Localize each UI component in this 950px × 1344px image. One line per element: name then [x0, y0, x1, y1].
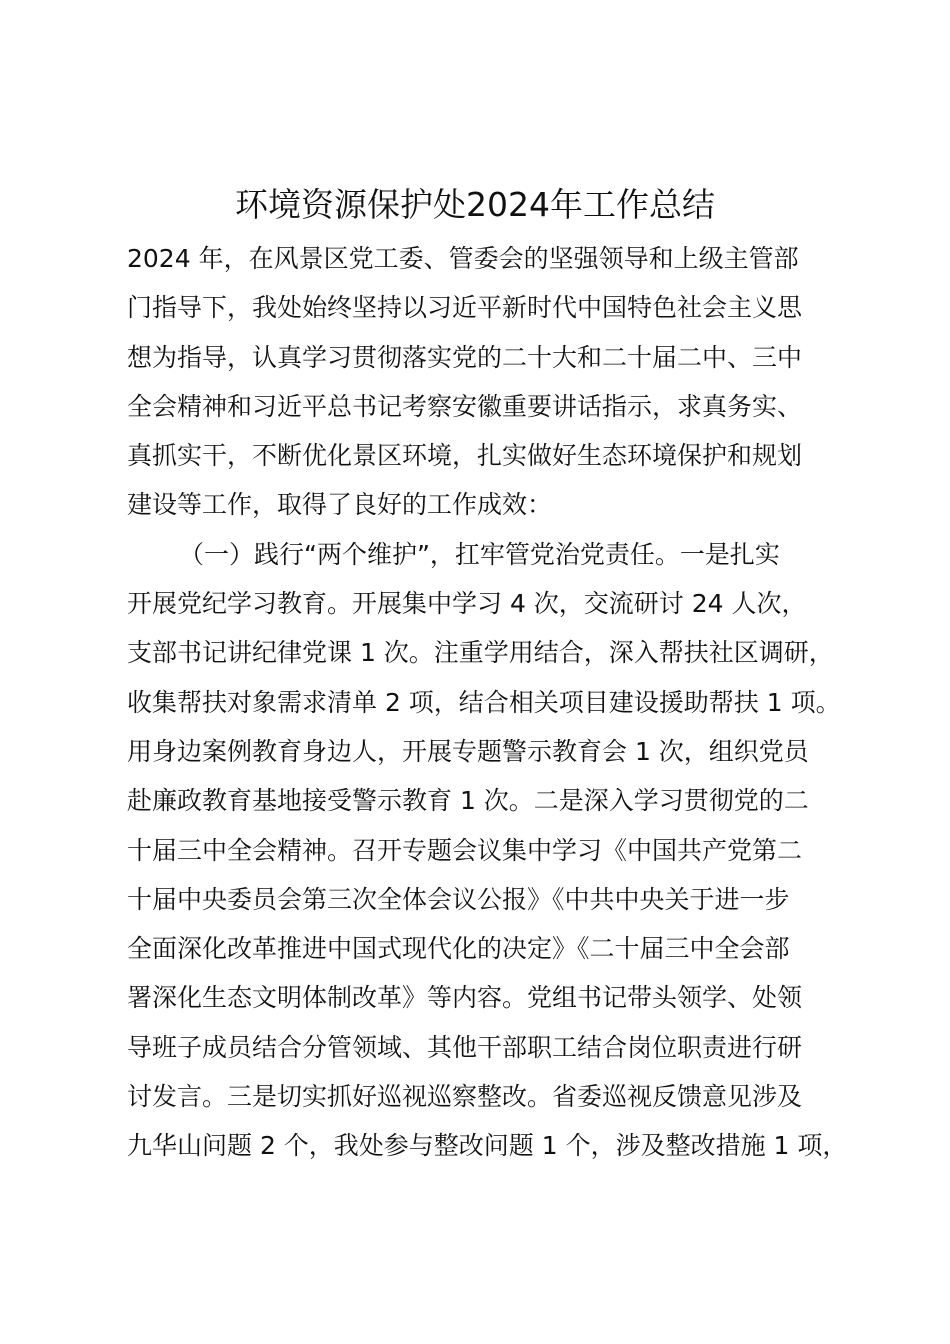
body-line: 十届中央委员会第三次全体会议公报》《中共中央关于进一步 [127, 884, 790, 914]
body-line: 赴廉政教育基地接受警示教育 1 次。二是深入学习贯彻党的二 [127, 786, 809, 816]
body-line: 十届三中全会精神。召开专题会议集中学习《中国共产党第二 [127, 835, 803, 865]
body-line: 2024 年，在风景区党工委、管委会的坚强领导和上级主管部 [127, 244, 799, 273]
document-title: 环境资源保护处2024年工作总结 [235, 185, 715, 224]
body-line: 九华山问题 2 个，我处参与整改问题 1 个，涉及整改措施 1 项， [127, 1131, 848, 1161]
body-line: 用身边案例教育身边人，开展专题警示教育会 1 次，组织党员 [127, 736, 809, 766]
section-heading-line: （一）践行“两个维护”，扛牢管党治党责任。一是扎实 [179, 539, 780, 569]
body-line: 想为指导，认真学习贯彻落实党的二十大和二十届二中、三中 [127, 342, 803, 372]
body-line: 全面深化改革推进中国式现代化的决定》《二十届三中全会部 [127, 934, 790, 964]
body-line: 署深化生态文明体制改革》等内容。党组书记带头领学、处领 [127, 983, 803, 1013]
body-line: 全会精神和习近平总书记考察安徽重要讲话指示，求真务实、 [127, 391, 803, 421]
body-line: 真抓实干，不断优化景区环境，扎实做好生态环境保护和规划 [127, 441, 803, 471]
body-line: 收集帮扶对象需求清单 2 项，结合相关项目建设援助帮扶 1 项。 [127, 687, 841, 717]
body-line: 开展党纪学习教育。开展集中学习 4 次，交流研讨 24 人次， [127, 589, 807, 619]
body-line: 导班子成员结合分管领域、其他干部职工结合岗位职责进行研 [127, 1032, 803, 1062]
body-line: 建设等工作，取得了良好的工作成效： [127, 490, 553, 520]
body-line: 讨发言。三是切实抓好巡视巡察整改。省委巡视反馈意见涉及 [127, 1082, 803, 1112]
document-body [127, 234, 857, 1171]
body-line: 门指导下，我处始终坚持以习近平新时代中国特色社会主义思 [127, 293, 803, 323]
body-line: 支部书记讲纪律党课 1 次。注重学用结合，深入帮扶社区调研， [127, 638, 834, 668]
